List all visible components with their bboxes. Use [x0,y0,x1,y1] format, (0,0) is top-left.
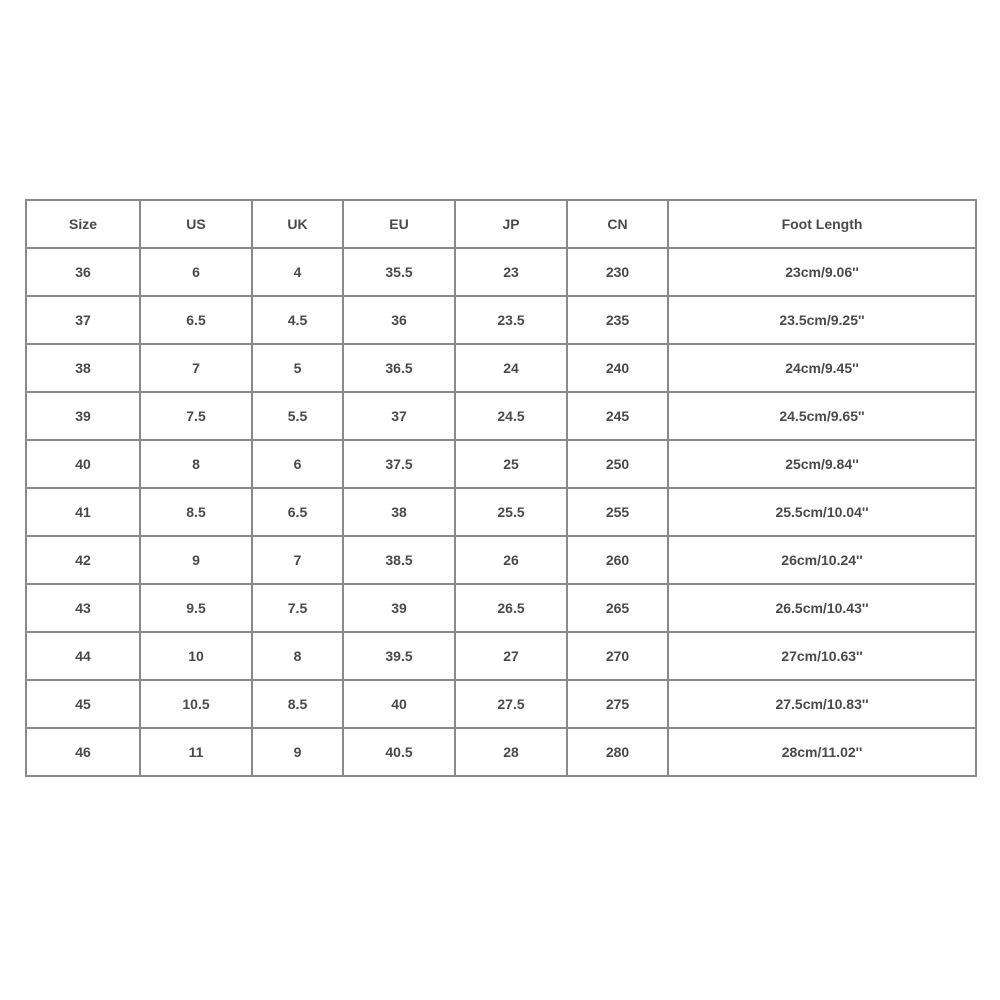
cell-foot-length: 26cm/10.24'' [668,536,976,584]
cell-jp: 26.5 [455,584,567,632]
cell-uk: 4.5 [252,296,343,344]
cell-cn: 250 [567,440,668,488]
cell-uk: 8 [252,632,343,680]
table-row [26,488,976,536]
cell-size: 39 [26,392,140,440]
cell-cn: 240 [567,344,668,392]
cell-jp: 25.5 [455,488,567,536]
cell-size: 45 [26,680,140,728]
cell-us: 10.5 [140,680,252,728]
cell-foot-length: 26.5cm/10.43'' [668,584,976,632]
cell-eu: 38.5 [343,536,455,584]
cell-cn: 235 [567,296,668,344]
cell-size: 46 [26,728,140,776]
cell-uk: 7.5 [252,584,343,632]
cell-jp: 27.5 [455,680,567,728]
cell-uk: 4 [252,248,343,296]
table-row [26,728,976,776]
table-row [26,632,976,680]
cell-eu: 38 [343,488,455,536]
cell-uk: 5.5 [252,392,343,440]
cell-jp: 25 [455,440,567,488]
table-row [26,680,976,728]
cell-foot-length: 25.5cm/10.04'' [668,488,976,536]
cell-foot-length: 24cm/9.45'' [668,344,976,392]
table-row [26,392,976,440]
cell-jp: 28 [455,728,567,776]
cell-eu: 40 [343,680,455,728]
cell-us: 7 [140,344,252,392]
header-row [26,200,976,248]
cell-jp: 23.5 [455,296,567,344]
cell-cn: 275 [567,680,668,728]
cell-jp: 26 [455,536,567,584]
size-chart-body [26,248,976,776]
cell-cn: 265 [567,584,668,632]
cell-size: 41 [26,488,140,536]
cell-uk: 6.5 [252,488,343,536]
cell-foot-length: 23cm/9.06'' [668,248,976,296]
cell-jp: 27 [455,632,567,680]
cell-uk: 8.5 [252,680,343,728]
table-row [26,584,976,632]
cell-eu: 37.5 [343,440,455,488]
cell-cn: 270 [567,632,668,680]
cell-size: 37 [26,296,140,344]
cell-size: 42 [26,536,140,584]
cell-foot-length: 25cm/9.84'' [668,440,976,488]
cell-us: 9.5 [140,584,252,632]
cell-eu: 36.5 [343,344,455,392]
cell-us: 8 [140,440,252,488]
cell-size: 36 [26,248,140,296]
cell-foot-length: 28cm/11.02'' [668,728,976,776]
cell-foot-length: 27cm/10.63'' [668,632,976,680]
cell-us: 6 [140,248,252,296]
cell-us: 6.5 [140,296,252,344]
cell-eu: 36 [343,296,455,344]
cell-cn: 255 [567,488,668,536]
cell-jp: 23 [455,248,567,296]
cell-cn: 230 [567,248,668,296]
cell-cn: 280 [567,728,668,776]
cell-us: 10 [140,632,252,680]
cell-uk: 5 [252,344,343,392]
cell-us: 8.5 [140,488,252,536]
cell-eu: 40.5 [343,728,455,776]
header-us: US [140,200,252,248]
cell-cn: 245 [567,392,668,440]
cell-us: 7.5 [140,392,252,440]
header-size: Size [26,200,140,248]
cell-size: 44 [26,632,140,680]
cell-foot-length: 23.5cm/9.25'' [668,296,976,344]
cell-size: 40 [26,440,140,488]
cell-eu: 39 [343,584,455,632]
header-eu: EU [343,200,455,248]
cell-eu: 35.5 [343,248,455,296]
cell-uk: 6 [252,440,343,488]
header-cn: CN [567,200,668,248]
cell-jp: 24.5 [455,392,567,440]
table-row [26,296,976,344]
cell-size: 38 [26,344,140,392]
cell-eu: 37 [343,392,455,440]
cell-uk: 9 [252,728,343,776]
cell-jp: 24 [455,344,567,392]
cell-foot-length: 27.5cm/10.83'' [668,680,976,728]
table-row [26,440,976,488]
header-uk: UK [252,200,343,248]
cell-size: 43 [26,584,140,632]
cell-eu: 39.5 [343,632,455,680]
table-row [26,344,976,392]
cell-uk: 7 [252,536,343,584]
header-jp: JP [455,200,567,248]
size-chart-table [25,199,977,777]
cell-us: 11 [140,728,252,776]
header-foot-length: Foot Length [668,200,976,248]
cell-cn: 260 [567,536,668,584]
table-row [26,248,976,296]
cell-us: 9 [140,536,252,584]
table-row [26,536,976,584]
cell-foot-length: 24.5cm/9.65'' [668,392,976,440]
